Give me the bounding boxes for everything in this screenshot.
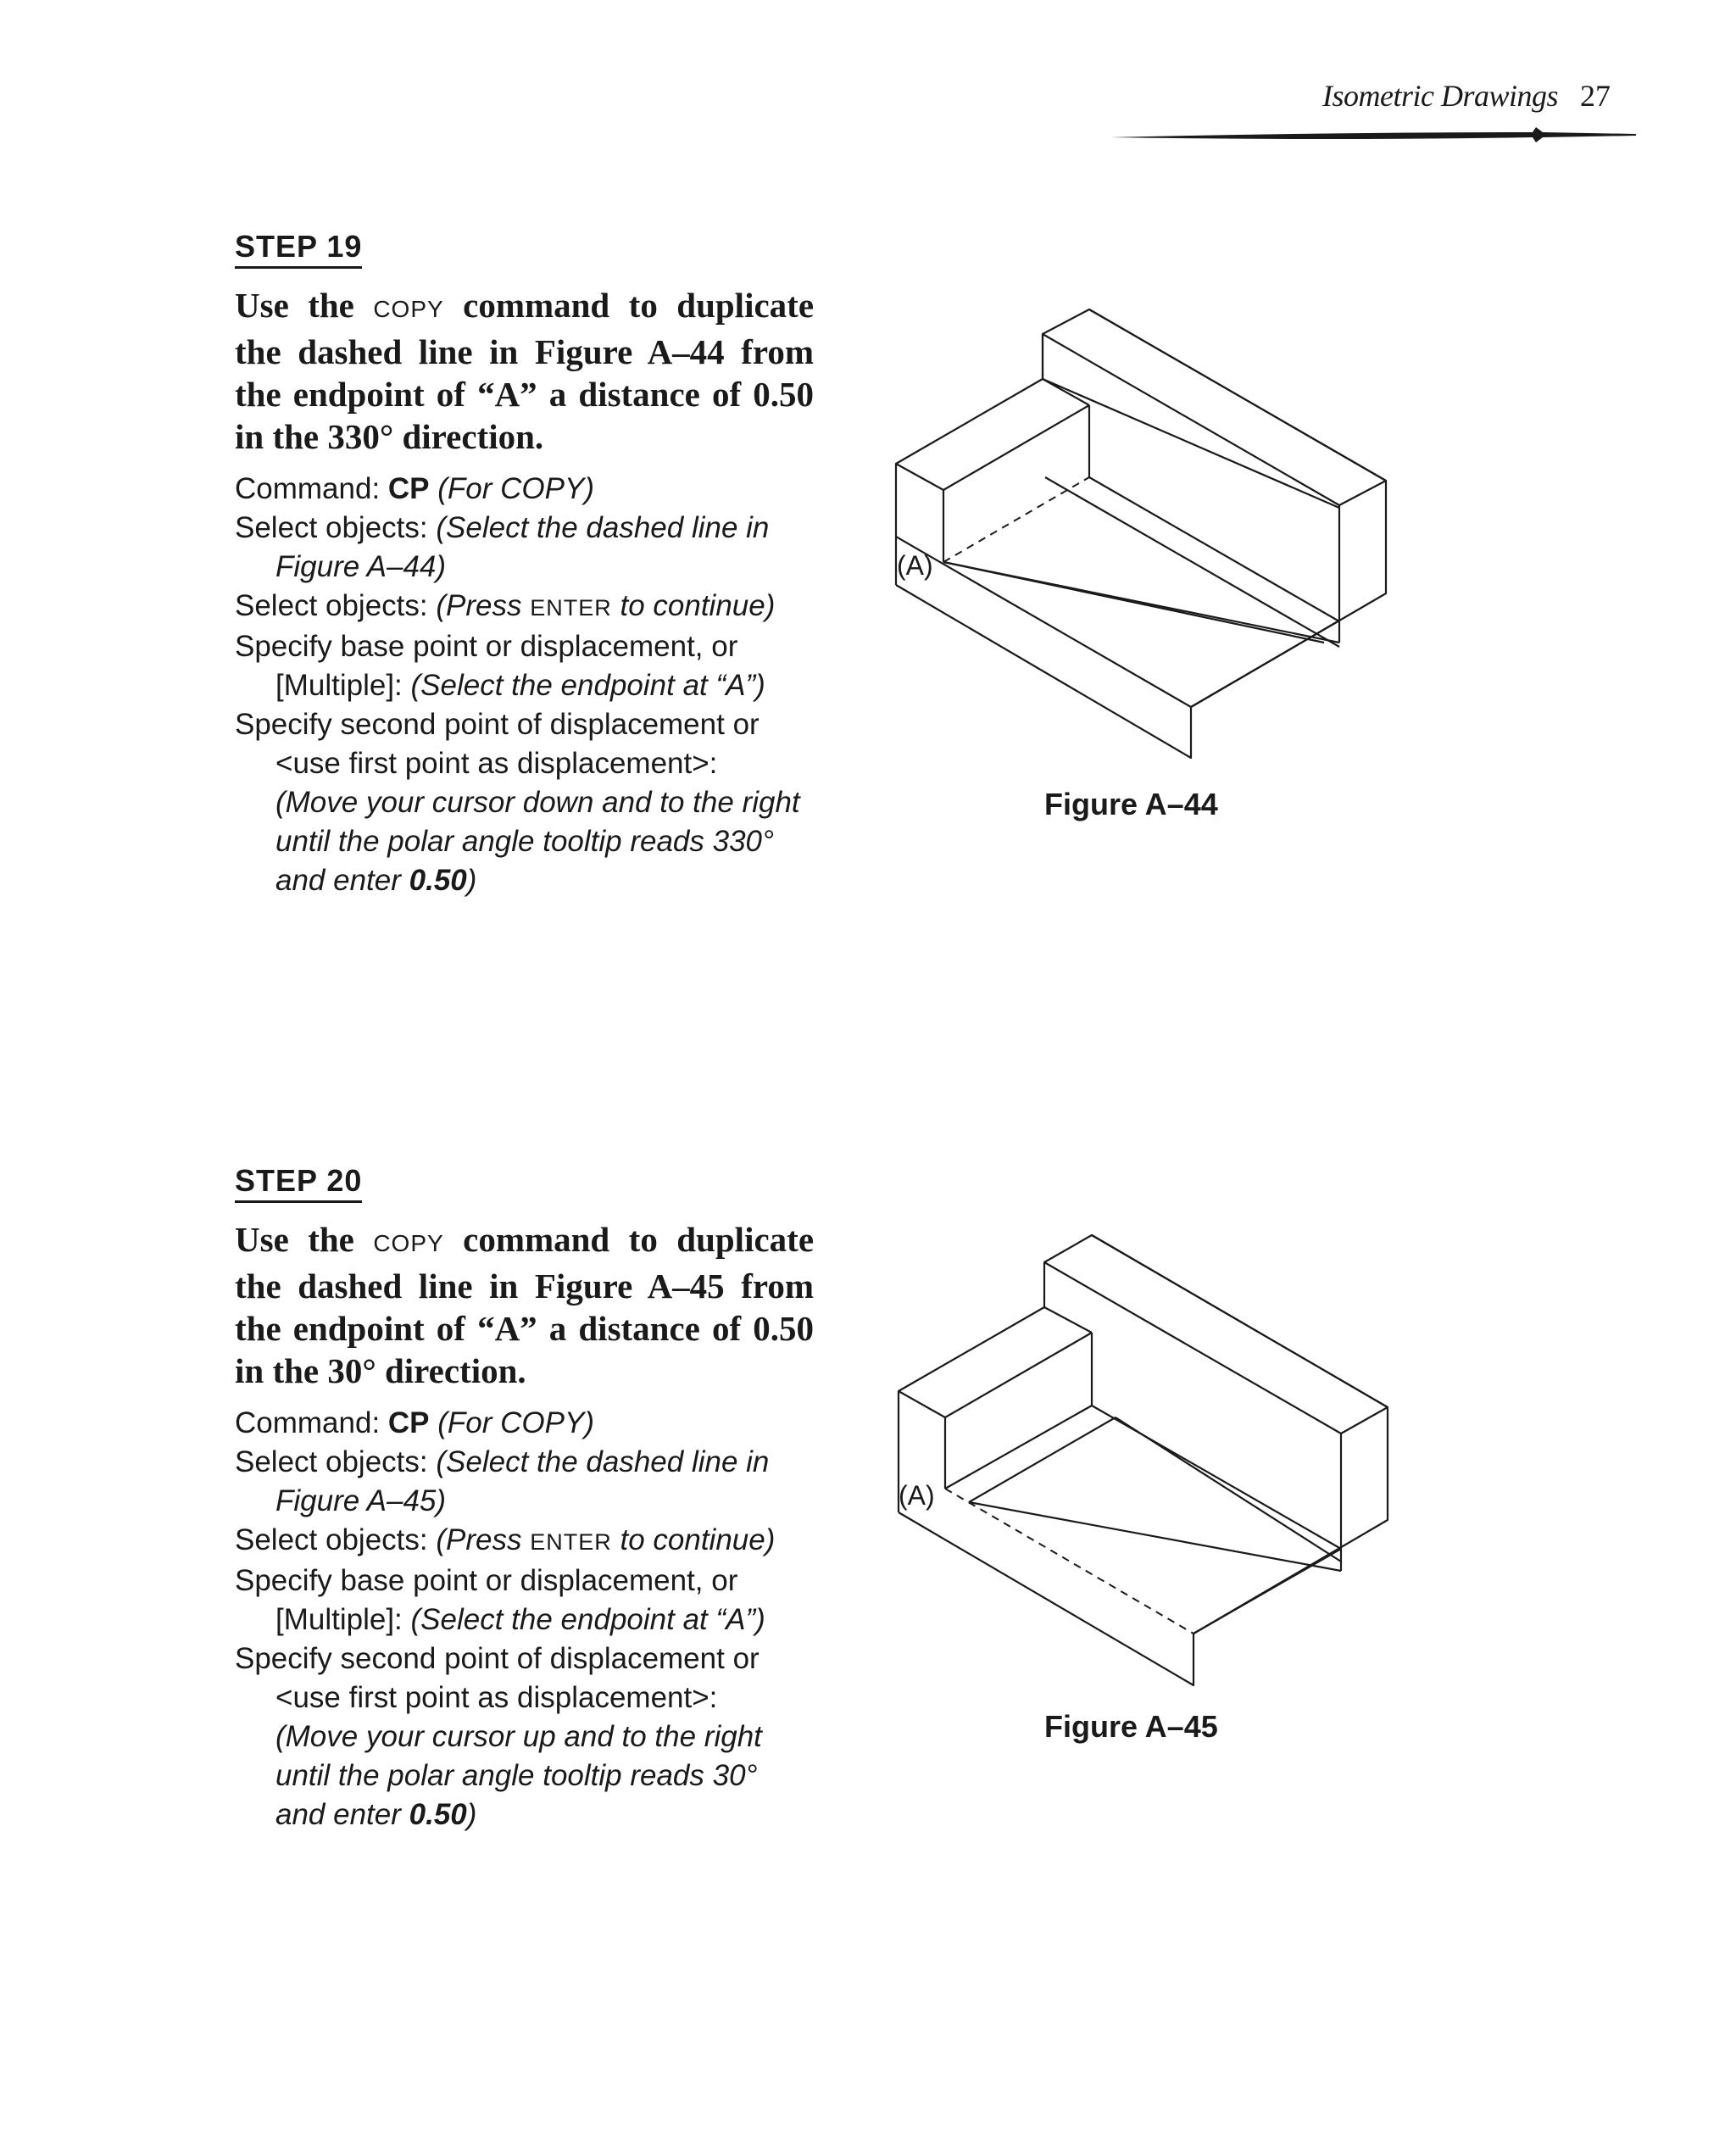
command-line: and enter 0.50)	[275, 864, 477, 897]
header-rule	[0, 0, 1736, 153]
command-line: until the polar angle tooltip reads 330°	[275, 825, 775, 858]
figure-caption: Figure A–44	[1044, 787, 1218, 821]
step-label: STEP 20	[235, 1163, 362, 1203]
step-instruction: Use the COPY command to duplicate the dashed line in Figure A–44 from the endpoint of “A” a distance of 0.50 in the 330° direction.	[235, 286, 815, 456]
command-line: Select objects: (Select the dashed line in	[235, 511, 770, 544]
command-line: (Move your cursor down and to the right	[275, 786, 800, 819]
step-label: STEP 19	[235, 229, 362, 269]
command-line: Command: CP (For COPY)	[235, 1406, 594, 1439]
command-line: Figure A–44)	[275, 550, 447, 583]
command-line: Select objects: (Press ENTER to continue)	[235, 589, 776, 622]
step-20	[235, 1163, 828, 1834]
running-header	[1322, 78, 1611, 114]
command-line: Figure A–45)	[275, 1484, 447, 1517]
command-line: Select objects: (Press ENTER to continue)	[235, 1523, 776, 1556]
point-label-a: (A)	[897, 550, 933, 581]
figure-a-45	[882, 1221, 1424, 1729]
command-line: [Multiple]: (Select the endpoint at “A”)	[275, 1603, 765, 1636]
isometric-drawing	[882, 297, 1424, 771]
figure-a-44	[882, 297, 1424, 771]
command-line: [Multiple]: (Select the endpoint at “A”)	[275, 669, 765, 702]
command-line: <use first point as displacement>:	[275, 1681, 718, 1714]
step-19	[235, 229, 828, 900]
figure-caption: Figure A–45	[1044, 1709, 1218, 1744]
command-line: <use first point as displacement>:	[275, 747, 718, 780]
command-sequence	[235, 470, 828, 900]
command-line: Specify second point of displacement or	[235, 708, 760, 741]
step-instruction: Use the COPY command to duplicate the dashed line in Figure A–45 from the endpoint of “A” a distance of 0.50 in the 30° direction.	[235, 1220, 815, 1390]
command-line: Specify base point or displacement, or	[235, 630, 738, 663]
command-sequence	[235, 1404, 828, 1834]
command-line: and enter 0.50)	[275, 1798, 477, 1831]
command-line: Select objects: (Select the dashed line in	[235, 1445, 770, 1478]
command-line: Specify base point or displacement, or	[235, 1564, 738, 1597]
command-line: (Move your cursor up and to the right	[275, 1720, 762, 1753]
command-line: until the polar angle tooltip reads 30°	[275, 1759, 758, 1792]
command-line: Command: CP (For COPY)	[235, 472, 594, 505]
command-line: Specify second point of displacement or	[235, 1642, 760, 1675]
running-title: Isometric Drawings	[1322, 79, 1558, 113]
point-label-a: (A)	[899, 1480, 935, 1511]
page-number: 27	[1580, 79, 1611, 113]
isometric-drawing	[882, 1221, 1424, 1729]
